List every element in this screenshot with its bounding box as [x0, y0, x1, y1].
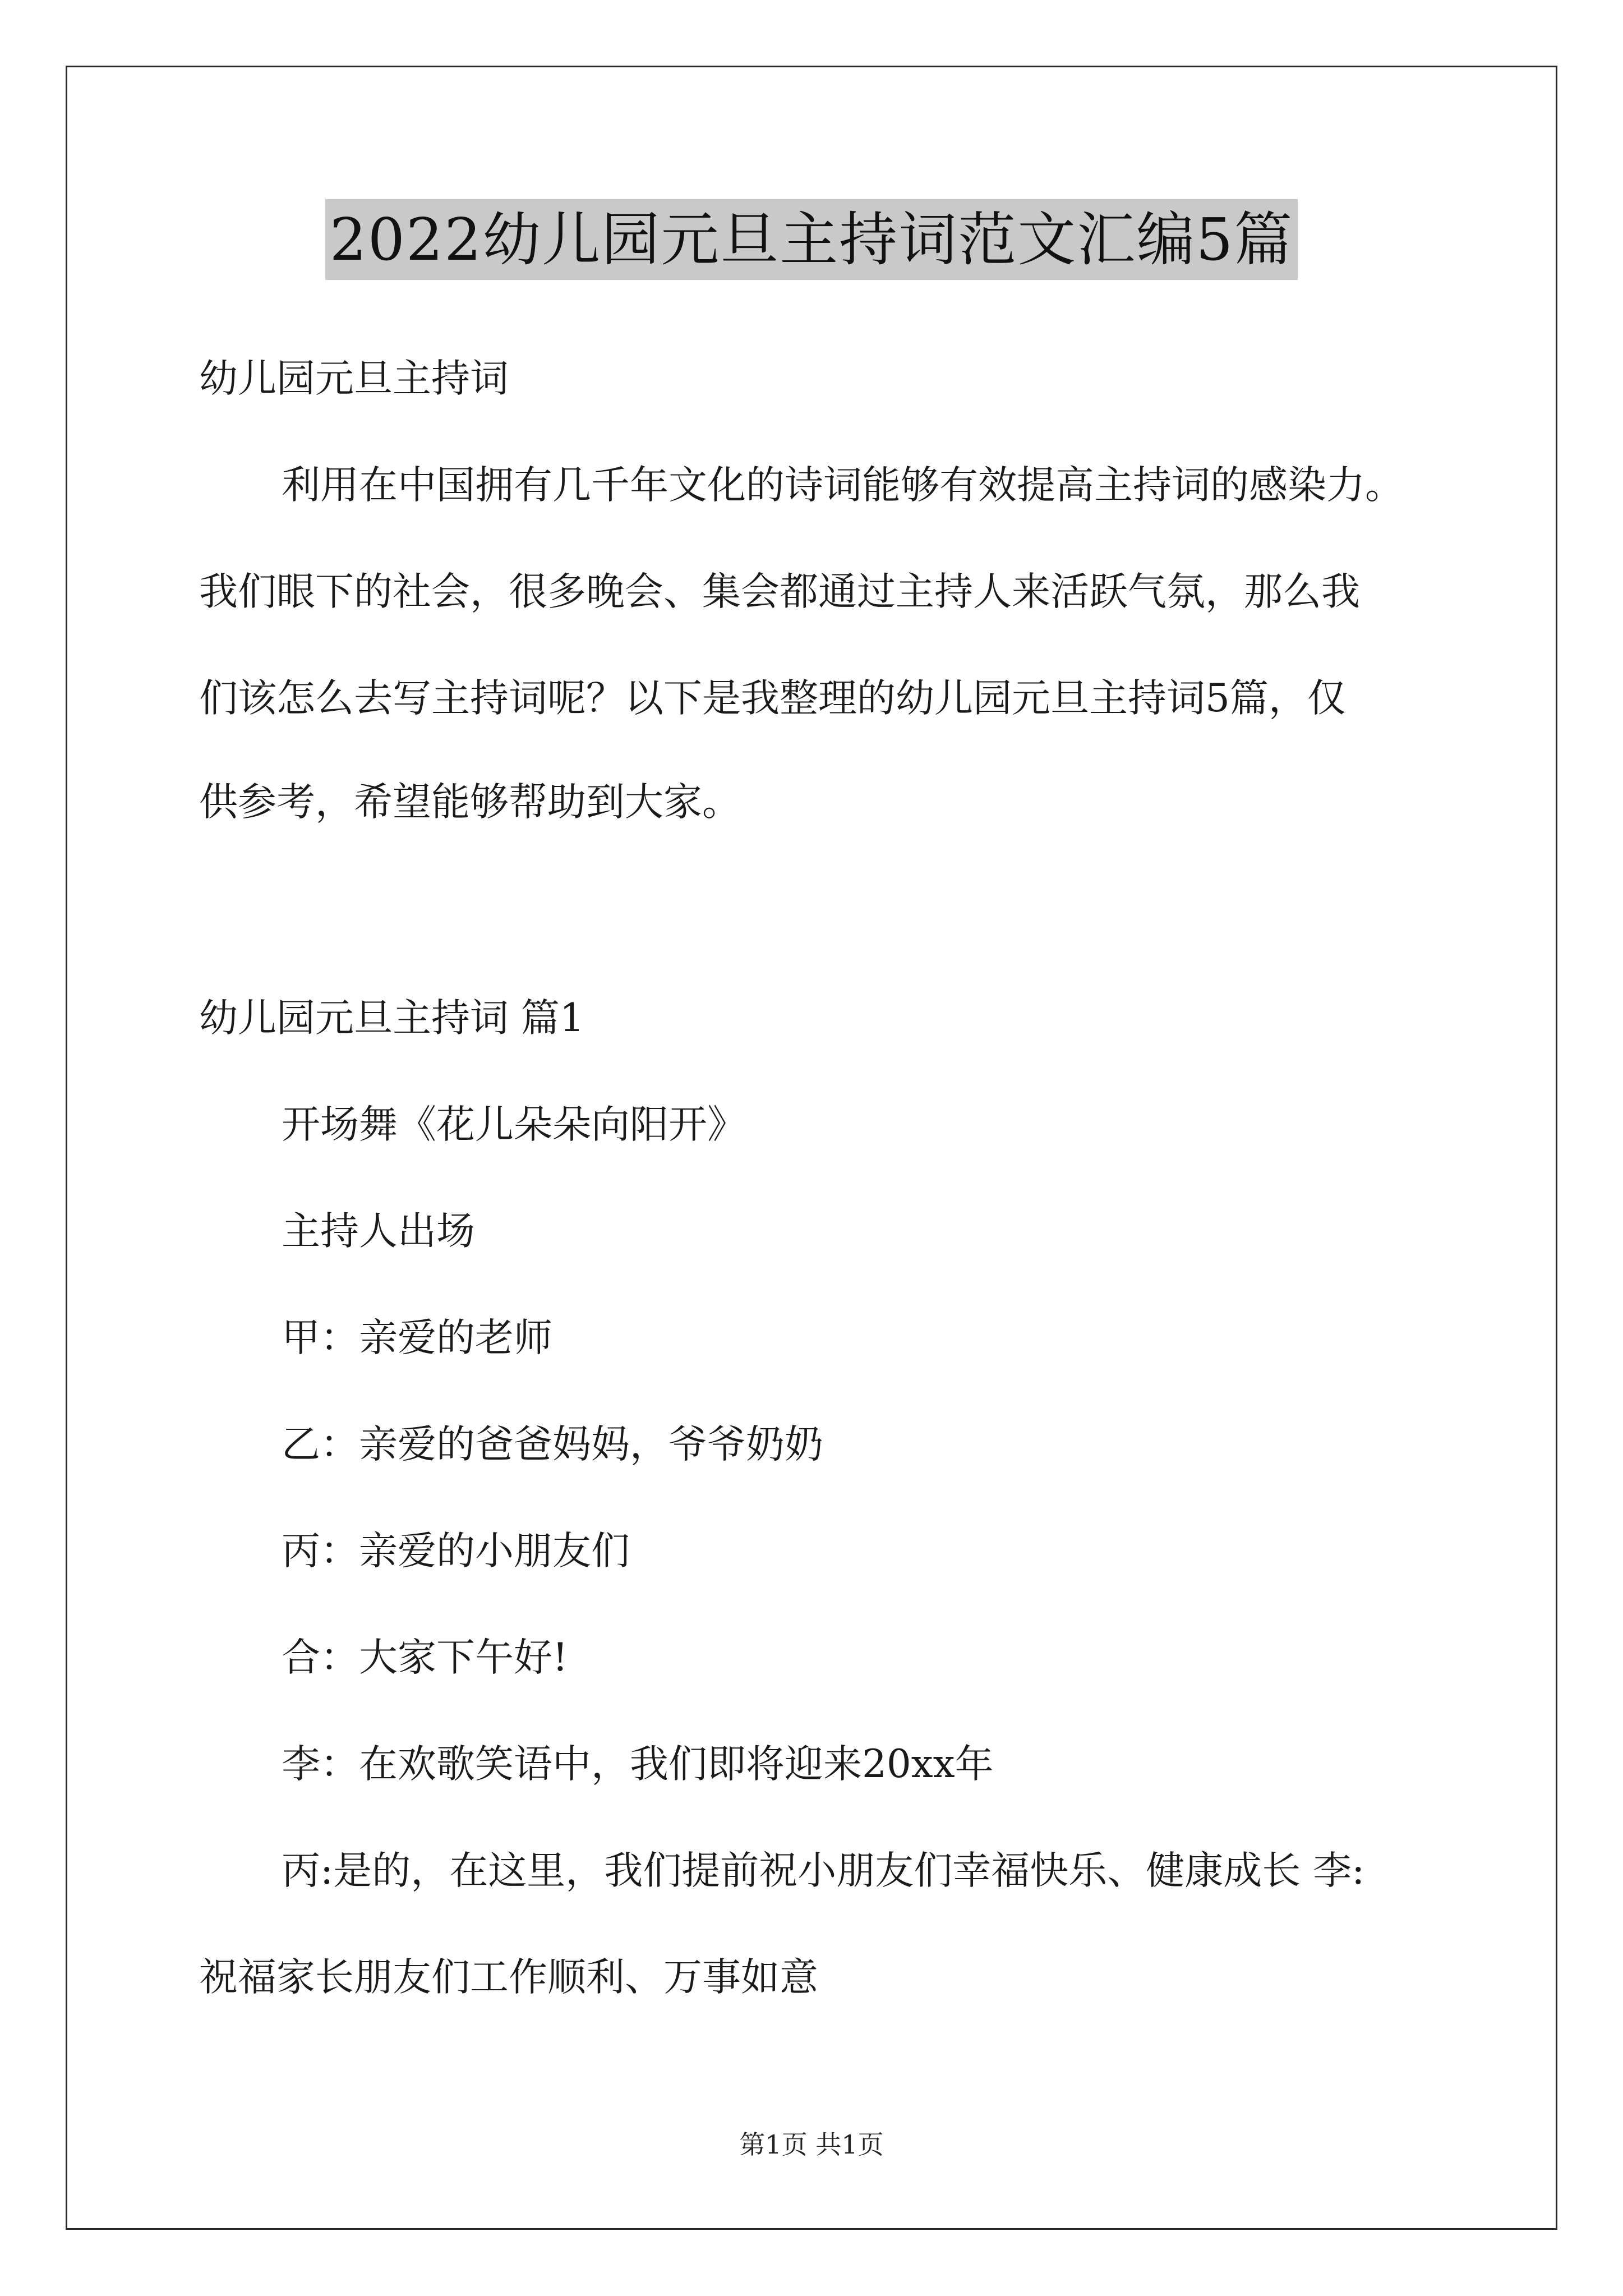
part1-line: 丙:是的，在这里，我们提前祝小朋友们幸福快乐、健康成长 李: [282, 1848, 1365, 1893]
intro-line-3: 们该怎么去写主持词呢？以下是我整理的幼儿园元旦主持词5篇，仅 [199, 676, 1346, 721]
page-footer: 第1页 共1页 [739, 2129, 884, 2160]
part1-line: 丙：亲爱的小朋友们 [282, 1529, 630, 1573]
part1-line: 甲：亲爱的老师 [282, 1315, 552, 1360]
part1-line: 乙：亲爱的爸爸妈妈，爷爷奶奶 [282, 1422, 823, 1467]
intro-line-1: 利用在中国拥有几千年文化的诗词能够有效提高主持词的感染力。 [282, 463, 1404, 508]
section-heading: 幼儿园元旦主持词 [199, 356, 509, 401]
part1-line: 合：大家下午好! [282, 1635, 568, 1680]
part1-line: 李：在欢歌笑语中，我们即将迎来20xx年 [282, 1742, 994, 1787]
title-container [0, 199, 1623, 280]
intro-line-2: 我们眼下的社会，很多晚会、集会都通过主持人来活跃气氛，那么我 [199, 569, 1360, 614]
part1-line: 开场舞《花儿朵朵向阳开》 [282, 1102, 746, 1147]
part1-line: 主持人出场 [282, 1209, 475, 1254]
part1-line: 祝福家长朋友们工作顺利、万事如意 [199, 1955, 818, 2000]
intro-line-4: 供参考，希望能够帮助到大家。 [199, 780, 741, 825]
part1-heading: 幼儿园元旦主持词 篇1 [199, 996, 584, 1041]
document-title: 2022幼儿园元旦主持词范文汇编5篇 [325, 199, 1298, 280]
